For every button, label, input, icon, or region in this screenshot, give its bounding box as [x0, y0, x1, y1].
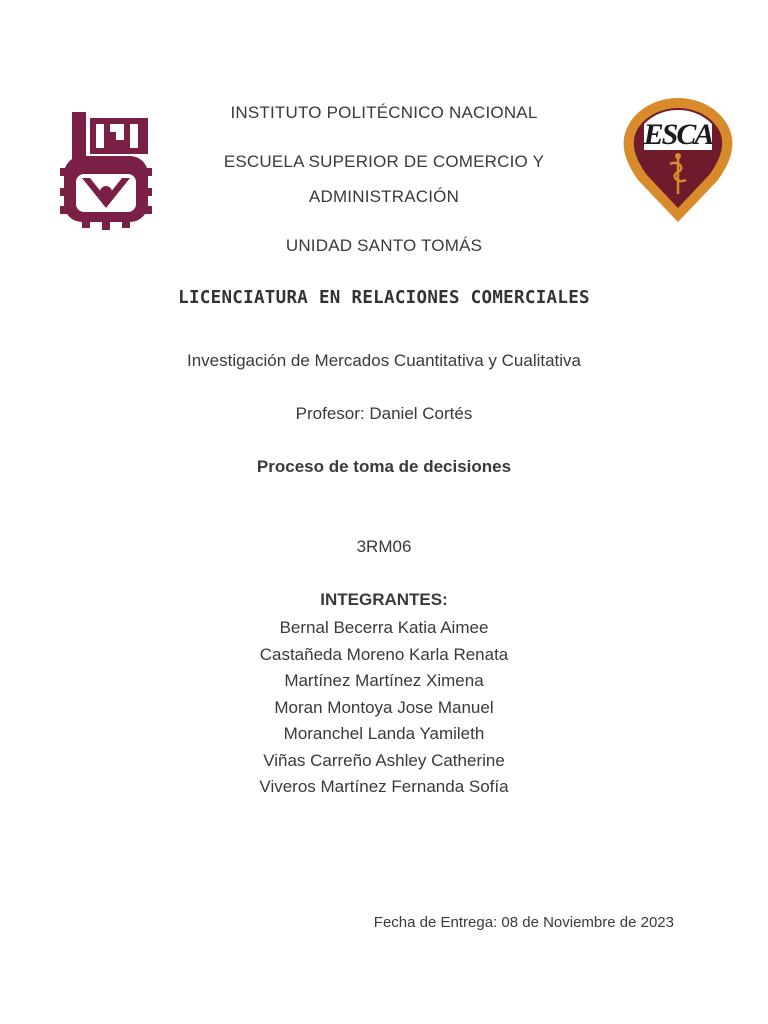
document-title: Proceso de toma de decisiones: [256, 457, 512, 476]
member-item: Moranchel Landa Yamileth: [283, 724, 485, 743]
subject-name: Investigación de Mercados Cuantitativa y Cualitativa: [186, 351, 582, 370]
member-item: Viñas Carreño Ashley Catherine: [263, 750, 505, 770]
member-item: Viveros Martínez Fernanda Sofía: [259, 777, 509, 796]
unit-name: UNIDAD SANTO TOMÁS: [285, 236, 483, 255]
school-name-line-2: ADMINISTRACIÓN: [308, 187, 460, 206]
members-list: [0, 615, 768, 801]
delivery-date: Fecha de Entrega: 08 de Noviembre de 2023: [373, 914, 674, 931]
esca-logo-text: ESCA: [643, 118, 713, 151]
professor-name: Profesor: Daniel Cortés: [295, 404, 473, 423]
member-item: Bernal Becerra Katia Aimee: [279, 618, 489, 637]
group-code: 3RM06: [356, 537, 412, 556]
ipn-logo-text: IPN: [120, 148, 122, 149]
member-item: Castañeda Moreno Karla Renata: [259, 644, 509, 664]
member-item: Martínez Martínez Ximena: [284, 671, 484, 690]
career-title: LICENCIATURA EN RELACIONES COMERCIALES: [178, 288, 590, 308]
members-heading: INTEGRANTES:: [320, 590, 448, 609]
school-name-line-1: ESCUELA SUPERIOR DE COMERCIO Y: [223, 152, 545, 171]
institution-name: INSTITUTO POLITÉCNICO NACIONAL: [230, 103, 538, 122]
member-item: Moran Montoya Jose Manuel: [274, 697, 494, 717]
